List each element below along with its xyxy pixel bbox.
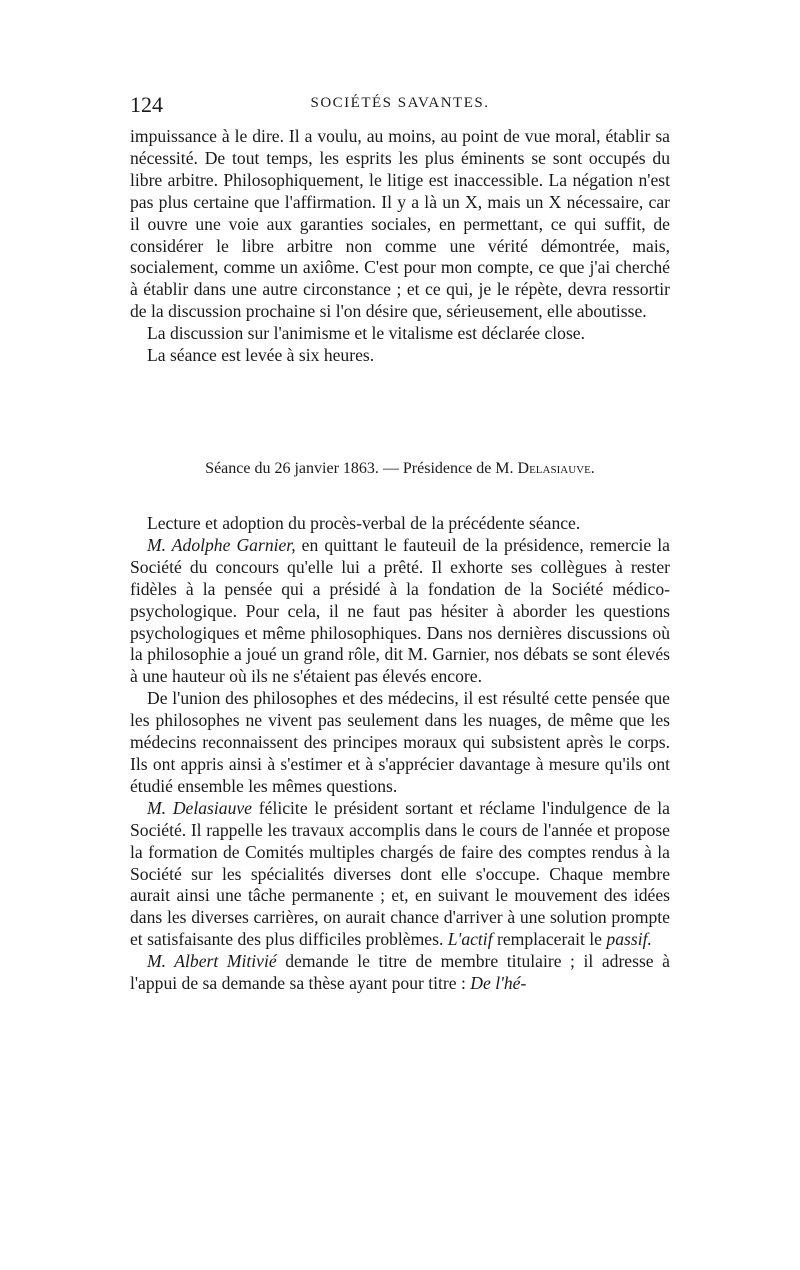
paragraph-mitivie — [130, 951, 670, 995]
garnier-text: en quittant le fauteuil de la présidence, remercie la Société du concours qu'elle lui a prêté. Il exhorte ses collègues à rester fidèles à la pensée qui a présidé à la fondation de la Société médico-psychologique. Pour cela, il ne faut pas hésiter à aborder les questions psychologiques et même philosophiques. Dans nos dernières discussions où la philosophie a joué un grand rôle, dit M. Garnier, nos débats se sont élevés à une hauteur où ils ne s'étaient pas élevés encore. — [130, 534, 670, 687]
session-heading — [130, 458, 670, 480]
term-passif: passif. — [606, 929, 652, 950]
paragraph-minutes: Lecture et adoption du procès-verbal de la précédente séance. — [147, 513, 581, 533]
session-president: Delasiauve. — [517, 460, 595, 477]
running-title: SOCIÉTÉS SAVANTES. — [310, 95, 490, 111]
mitivie-text: demande le titre de membre titulaire ; il adresse à l'appui de sa demande sa thèse ayant pour titre : — [130, 951, 670, 994]
page-number: 124 — [130, 92, 163, 117]
paragraph-discussion-closed: La discussion sur l'animisme et le vitalisme est déclarée close. — [147, 323, 585, 344]
delasiauve-text: félicite le président sortant et réclame l'indulgence de la Société. Il rappelle les travaux accomplis dans le cours de l'année et propose la formation de Comités multiples chargés de faire des comptes rendus à la Société sur les spécialités diverses dont elle s'occupe. Chaque membre aurait ainsi une tâche permanente ; et, en suivant le mouvement des idées dans les diverses carrières, on aurait chance d'arriver à une solution prompte et satisfaisante des plus difficiles problèmes. — [130, 797, 670, 950]
term-actif: L'actif — [447, 929, 493, 950]
paragraph-delasiauve — [130, 798, 670, 951]
thesis-title: De l'hé- — [470, 973, 527, 994]
paragraph-session-closed: La séance est levée à six heures. — [147, 345, 375, 366]
speaker-garnier: M. Adolphe Garnier, — [147, 534, 296, 555]
previous-session-text — [130, 126, 670, 367]
paragraph-continued: impuissance à le dire. Il a voulu, au moins, au point de vue moral, établir sa nécessité. De tout temps, les esprits les plus éminents se sont occupés du libre arbitre. Philosophiquement, le litige est inaccessible. La négation n'est pas plus certaine que l'affirmation. Il y a là un X, mais un X nécessaire, car il ouvre une voie aux garanties sociales, en permettant, ce qui suffit, de considérer le libre arbitre non comme une vérité démontrée, mais, socialement, comme un axiôme. C'est pour mon compte, ce que j'ai cherché à établir dans une autre circonstance ; et ce qui, je le répète, devra ressortir de la discussion prochaine si l'on désire que, sérieusement, elle aboutisse. — [130, 126, 670, 322]
session-date: Séance du 26 janvier 1863. — Présidence de M. — [205, 460, 514, 477]
paragraph-garnier — [130, 535, 670, 688]
delasiauve-text-end: remplacerait le — [492, 929, 607, 950]
session-text — [130, 513, 670, 995]
paragraph-union: De l'union des philosophes et des médecins, il est résulté cette pensée que les philosophes ne vivent pas seulement dans les nuages, de même que les médecins reconnaissent des principes moraux qui subsistent après le corps. Ils ont appris ainsi à s'estimer et à s'apprécier davantage à mesure qu'ils ont étudié ensemble les mêmes questions. — [130, 688, 670, 796]
speaker-delasiauve: M. Delasiauve — [147, 797, 252, 818]
speaker-mitivie: M. Albert Mitivié — [147, 951, 277, 972]
running-head — [130, 92, 670, 122]
